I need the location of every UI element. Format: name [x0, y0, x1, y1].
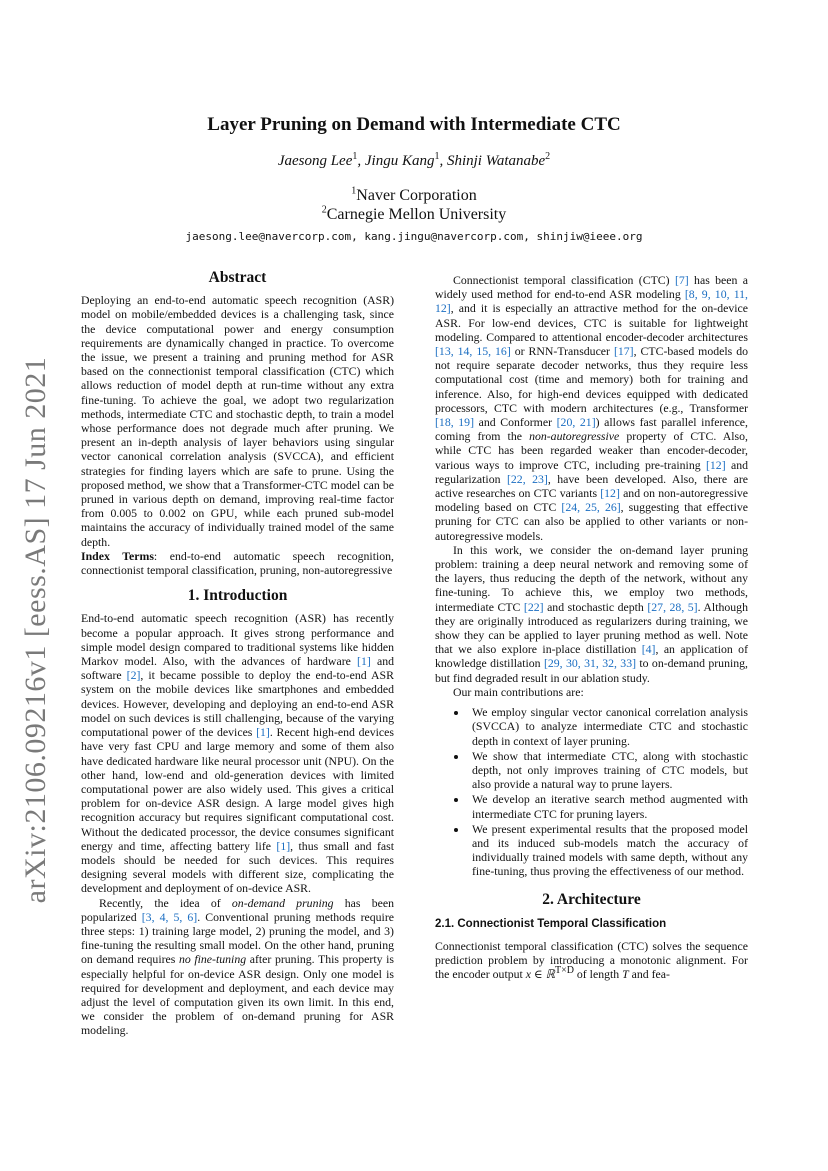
citation-link[interactable]: [24, 25, 26] [561, 500, 621, 515]
citation-link[interactable]: [12] [600, 486, 620, 501]
intro-paragraph-4: In this work, we consider the on-demand layer pruning problem: training a deep neural network and removing some of the layers, thus reducing the depth of the network, without any fine-tuning. To achieve this, we employ two methods, intermediate CTC [22] and stochastic depth [27, 28, 5]. Although they are originally introduced as regularizers during training, we show they can be applied to layer pruning method as well. Note that we also explore in-place distillation [4], an application of knowledge distillation [29, 30, 31, 32, 33] to on-demand pruning, but find degraded result in our ablation study. [435, 542, 749, 685]
citation-link[interactable]: [17] [613, 344, 634, 359]
abstract-text: Deploying an end-to-end automatic speech recognition (ASR) model on mobile/embedded devices is a challenging task, since the device computational power and energy consumption requirements are dynamically changed in practice. To overcome the issue, we present a training and pruning method for ASR based on the connectionist temporal classification (CTC) which allows reduction of model depth at run-time without any extra fine-tuning. To achieve the goal, we adopt two regularization methods, intermediate CTC and stochastic depth, to train a model whose performance does not degrade much after pruning. We present an in-depth analysis of layer behaviors using singular vector canonical correlation analysis (SVCCA), and efficient strategies for finding layers which are safe to prune. Using the proposed method, we show that a Transformer-CTC model can be pruned in various depth on demand, improving real-time factor from 0.005 to 0.002 on GPU, while each pruned sub-model maintains the accuracy of individually trained model of the same depth. [81, 293, 394, 549]
citation-link[interactable]: [12] [705, 457, 726, 472]
author-name: Shinji Watanabe [446, 153, 546, 169]
affil-mark: 2 [321, 204, 327, 216]
author-affil-mark: 1 [434, 151, 440, 162]
citation-link[interactable]: [1] [357, 654, 371, 669]
contributions-intro: Our main contributions are: [453, 684, 584, 699]
citation-link[interactable]: [2] [126, 668, 141, 683]
citation-link[interactable]: [1] [276, 838, 291, 853]
citation-link[interactable]: [13, 14, 15, 16] [435, 344, 511, 359]
left-column [81, 265, 394, 1038]
index-terms-label: Index Terms [81, 548, 154, 563]
list-item: • We present experimental results that the proposed model and its induced sub-models match the accuracy of individually trained models with same depth, without any fine-tuning, thus proving the effectiveness of our method. [468, 822, 748, 879]
author-affil-mark: 1 [352, 151, 358, 162]
affil-mark: 1 [351, 185, 357, 197]
abstract-heading: Abstract [208, 269, 267, 286]
author-name: Jaesong Lee [277, 153, 353, 169]
citation-link[interactable]: [22] [523, 599, 544, 614]
contributions-list [435, 705, 748, 878]
author-affil-mark: 2 [545, 151, 551, 162]
intro-paragraph-1: End-to-end automatic speech recognition (ASR) has recently become a popular approach. It gives strong performance and simple model design compared to traditional systems like hidden Markov model. Also, with the advances of hardware [1] and software [2], it became possible to deploy the end-to-end ASR system on the mobile devices like smartphones and embedded devices. However, developing and deploying an end-to-end ASR model on such devices is still challenging, because of the varying computational power of the devices [1]. Recent high-end devices have very fast CPU and large memory and some of them also have dedicated hardware like neural processor unit (NPU). On the other hand, low-end and old-generation devices with limited computational power are also widely used. This gives a critical problem for on-device ASR design. A large model gives high recognition accuracy but requires significant computational cost. Without the dedicated processor, the device consumes significant energy and time, affecting battery life [1], thus small and fast models should be needed for such devices. This requires designing several models with different size, complicating the development and deployment of on-device ASR. [81, 611, 395, 896]
intro-paragraph-3: Connectionist temporal classification (CTC) [7] has been a widely used method for end-to-end ASR modeling [8, 9, 10, 11, 12], and it is especially an attractive method for the on-device ASR. For low-end devices, CTC is suitable for lightweight modeling. Compared to attentional encoder-decoder architectures [13, 14, 15, 16] or RNN-Transducer [17], CTC-based models do not require separate decoder networks, thus they require less computational cost (time and memory) both for training and inference. Also, for high-end devices equipped with dedicated processors, CTC with modern architectures (e.g., Transformer [18, 19] and Conformer [20, 21]) allows fast parallel inference, coming from the non-autoregressive property of CTC. Also, while CTC has been regarded weaker than encoder-decoder, various ways to improve CTC, including pre-training [12] and regularization [22, 23], have been developed. Also, there are active researches on CTC variants [12] and on non-autoregressive modeling based on CTC [24, 25, 26], suggesting that effective pruning for CTC can also be applied to other variants or non-autoregressive models. [435, 273, 749, 543]
affil-name: Naver Corporation [356, 187, 477, 204]
affil-name: Carnegie Mellon University [326, 206, 507, 223]
list-item: • We show that intermediate CTC, along with stochastic depth, not only improves training of CTC models, but also provide a natural way to prune layers. [468, 749, 748, 792]
arxiv-identifier-stamp [0, 0, 60, 1171]
list-item: • We develop an iterative search method augmented with intermediate CTC for pruning layers. [468, 792, 748, 820]
arxiv-id-text: arXiv:2106.09216v1 [eess.AS] 17 Jun 2021 [19, 356, 52, 904]
citation-link[interactable]: [27, 28, 5] [647, 599, 698, 614]
section-heading-architecture: 2. Architecture [542, 890, 641, 908]
affiliation [100, 206, 728, 224]
right-column [435, 273, 748, 982]
author-emails: jaesong.lee@navercorp.com, kang.jingu@navercorp.com, shinjiw@ieee.org [185, 230, 643, 243]
citation-link[interactable]: [3, 4, 5, 6] [141, 909, 198, 924]
list-item: • We employ singular vector canonical correlation analysis (SVCCA) to analyze intermediate CTC and stochastic depth in context of layer pruning. [468, 705, 748, 748]
section-heading-introduction: 1. Introduction [187, 587, 288, 605]
citation-link[interactable]: [1] [256, 725, 270, 740]
author-list: Jaesong Lee$^1$, Jingu Kang$^1$, Shinji Watanabe$^2$ [277, 151, 551, 169]
author-name: Jingu Kang [364, 153, 435, 169]
index-terms [81, 549, 394, 577]
citation-link[interactable]: [20, 21] [556, 415, 596, 430]
citation-link[interactable]: [8, 9, 10, 11, 12] [435, 287, 748, 316]
citation-link[interactable]: [22, 23] [506, 471, 548, 486]
paper-title: Layer Pruning on Demand with Intermediate CTC [207, 114, 621, 135]
citation-link[interactable]: [29, 30, 31, 32, 33] [543, 656, 637, 671]
ctc-paragraph: Connectionist temporal classification (CTC) solves the sequence prediction problem by introducing a monotonic alignment. For the encoder output x ∈ ℝ$^{T\times D}$ of length T and fea- [435, 938, 748, 982]
citation-link[interactable]: [4] [641, 642, 656, 657]
citation-link[interactable]: [18, 19] [435, 415, 475, 430]
index-terms-text: : end-to-end automatic speech recognition, connectionist temporal classification, pruning, non-autoregressive [81, 548, 394, 578]
citation-link[interactable]: [7] [674, 273, 689, 287]
intro-paragraph-2: Recently, the idea of on-demand pruning has been popularized [3, 4, 5, 6]. Conventional pruning methods require three steps: 1) training large model, 2) pruning the model, and 3) fine-tuning the resulting small model. On the other hand, pruning on demand requires no fine-tuning after pruning. This property is especially helpful for on-device ASR design. Only one model is required for development and deployment, and each device may adjust the level of computation given its own limit. In this end, we consider the problem of on-demand pruning for ASR modeling. [81, 895, 394, 1038]
subsection-heading-ctc: 2.1. Connectionist Temporal Classification [435, 917, 667, 930]
affiliation [100, 187, 728, 205]
